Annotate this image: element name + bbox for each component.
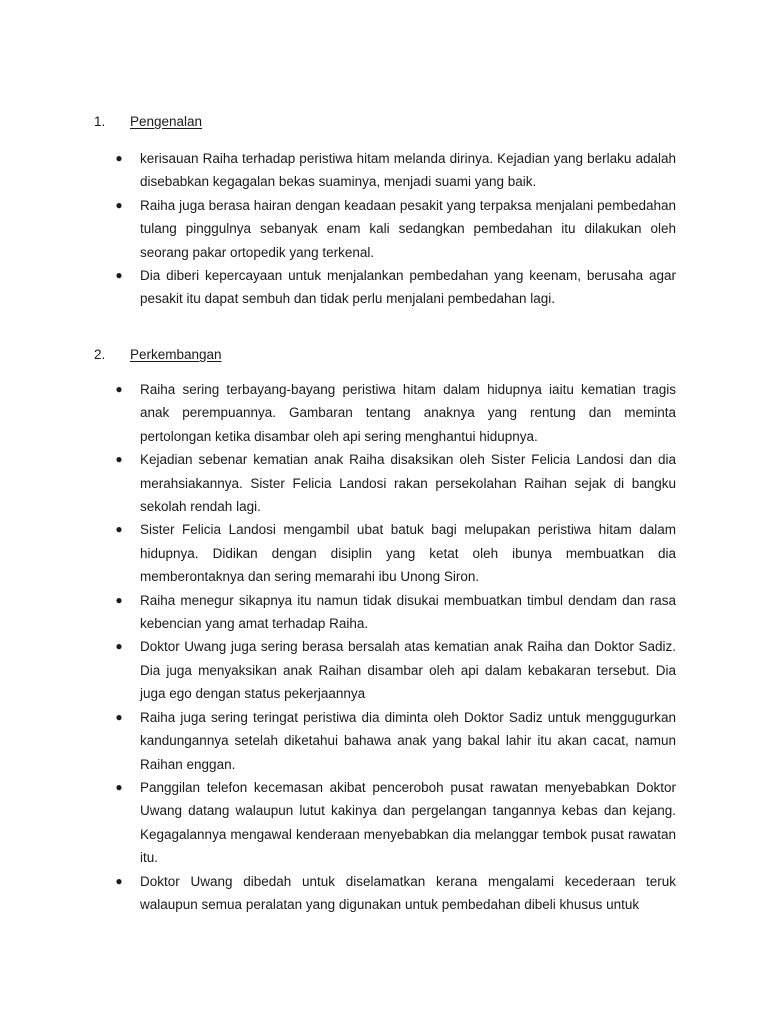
list-item-text: Raiha juga berasa hairan dengan keadaan pesakit yang terpaksa menjalani pembedahan tulang pinggulnya sebanyak enam kali sedangkan pembedahan itu dilakukan oleh seorang pakar ortopedik yang terkenal. — [140, 197, 676, 260]
list-item — [94, 518, 676, 588]
section-title: Pengenalan — [130, 114, 203, 129]
list-item-text: Raiha juga sering teringat peristiwa dia diminta oleh Doktor Sadiz untuk menggugurkan kandungannya setelah diketahui bahawa anak yang bakal lahir itu akan cacat, namun Raihan enggan. — [140, 709, 676, 772]
bullet-icon: ● — [115, 639, 123, 654]
bullet-icon: ● — [115, 873, 123, 888]
bullet-icon: ● — [115, 709, 123, 724]
list-item — [94, 264, 676, 311]
list-item-text: Doktor Uwang juga sering berasa bersalah atas kematian anak Raiha dan Doktor Sadiz. Dia juga menyaksikan anak Raihan disambar oleh api dalam kebakaran tersebut. Dia juga ego dengan status pekerjaannya — [140, 639, 676, 702]
list-item-text: Kejadian sebenar kematian anak Raiha disaksikan oleh Sister Felicia Landosi dan dia merahsiakannya. Sister Felicia Landosi rakan persekolahan Raihan sejak di bangku sekolah rendah lagi. — [140, 452, 676, 515]
section-perkembangan — [94, 346, 676, 916]
list-item-text: Sister Felicia Landosi mengambil ubat batuk bagi melupakan peristiwa hitam dalam hidupnya. Didikan dengan disiplin yang ketat oleh ibunya membuatkan dia memberontaknya dan sering memarahi ibu Unong Siron. — [140, 522, 676, 585]
section-pengenalan — [94, 113, 676, 311]
section-number: 1. — [94, 114, 106, 129]
bullet-icon: ● — [115, 268, 123, 283]
list-item — [94, 776, 676, 870]
section-heading — [94, 346, 676, 364]
list-item — [94, 589, 676, 636]
list-item-text: Raiha sering terbayang-bayang peristiwa hitam dalam hidupnya iaitu kematian tragis anak perempuannya. Gambaran tentang anaknya yang rentung dan meminta pertolongan ketika disambar oleh api sering menghantui hidupnya. — [140, 382, 676, 444]
list-item — [94, 870, 676, 917]
list-item — [94, 378, 676, 448]
bullet-icon: ● — [115, 779, 123, 794]
list-item — [94, 706, 676, 776]
bullet-icon: ● — [115, 382, 123, 396]
list-item — [94, 147, 676, 194]
bullet-list — [94, 378, 676, 916]
list-item — [94, 194, 676, 264]
section-title: Perkembangan — [130, 347, 222, 362]
list-item-text: kerisauan Raiha terhadap peristiwa hitam melanda dirinya. Kejadian yang berlaku adalah disebabkan kegagalan bekas suaminya, menjadi suami yang baik. — [140, 151, 676, 190]
list-item — [94, 635, 676, 705]
bullet-icon: ● — [115, 522, 123, 537]
list-item-text: Raiha menegur sikapnya itu namun tidak disukai membuatkan timbul dendam dan rasa kebencian yang amat terhadap Raiha. — [140, 592, 676, 632]
bullet-list — [94, 147, 676, 311]
bullet-icon: ● — [115, 592, 123, 607]
section-number: 2. — [94, 347, 106, 362]
list-item-text: Panggilan telefon kecemasan akibat penceroboh pusat rawatan menyebabkan Doktor Uwang datang walaupun lutut kakinya dan pergelangan tangannya kebas dan kejang. Kegagalannya mengawal kenderaan menyebabkan dia melanggar tembok pusat rawatan itu. — [140, 779, 676, 866]
list-item-text: Dia diberi kepercayaan untuk menjalankan pembedahan yang keenam, berusaha agar pesakit itu dapat sembuh dan tidak perlu menjalani pembedahan lagi. — [140, 268, 676, 307]
bullet-icon: ● — [115, 452, 123, 467]
bullet-icon: ● — [115, 151, 123, 165]
bullet-icon: ● — [115, 197, 123, 212]
section-heading — [94, 113, 676, 131]
list-item — [94, 448, 676, 518]
list-item-text: Doktor Uwang dibedah untuk diselamatkan kerana mengalami kecederaan teruk walaupun semua peralatan yang digunakan untuk pembedahan dibeli khusus untuk — [140, 873, 676, 912]
